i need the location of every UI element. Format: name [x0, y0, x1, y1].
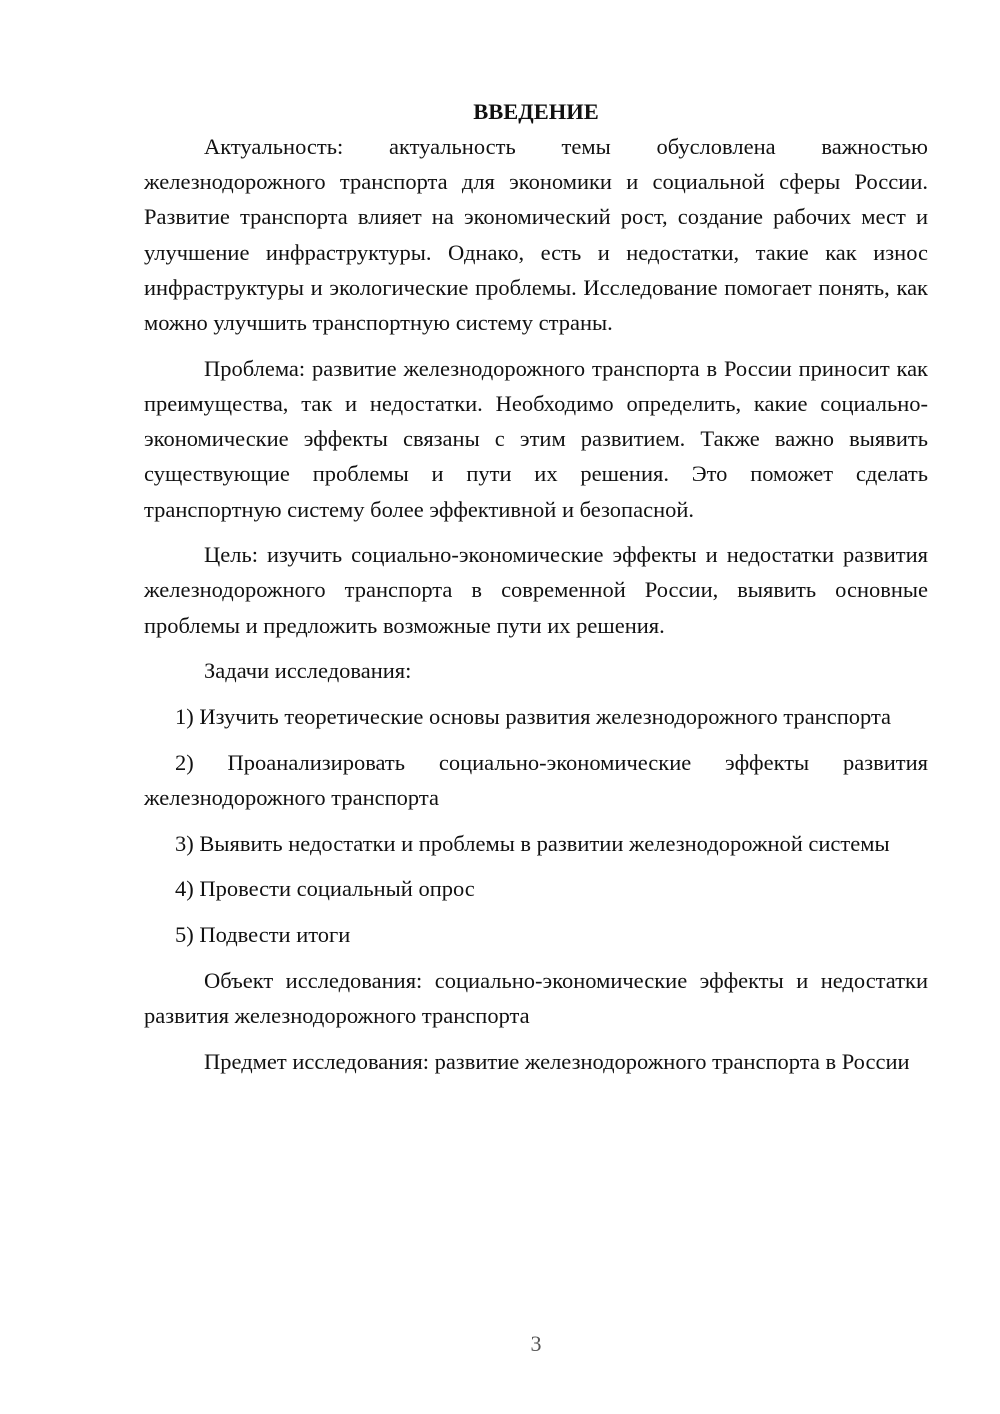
subject-paragraph: Предмет исследования: развитие железнодорожного транспорта в России — [204, 1048, 910, 1074]
task-item-5: 5) Подвести итоги — [175, 922, 351, 948]
tasks-heading: Задачи исследования: — [204, 658, 412, 684]
page-number: 3 — [530, 1331, 542, 1356]
task-item-2: 2) Проанализировать социально-экономические эффекты развития железнодорожного транспорта — [144, 749, 928, 810]
relevance-paragraph: Актуальность: актуальность темы обусловлена важностью железнодорожного транспорта для экономики и социальной сферы России. Развитие транспорта влияет на экономический рост, создание рабочих мест и улучшение инфраструктуры. Однако, есть и недостатки, такие как износ инфраструктуры и экологические проблемы. Исследование помогает понять, как можно улучшить транспортную систему страны. — [144, 134, 928, 336]
page-content — [144, 94, 928, 1079]
task-item-4: 4) Провести социальный опрос — [175, 876, 475, 902]
goal-paragraph: Цель: изучить социально-экономические эффекты и недостатки развития железнодорожного транспорта в современной России, выявить основные проблемы и предложить возможные пути их решения. — [144, 542, 928, 638]
object-paragraph: Объект исследования: социально-экономические эффекты и недостатки развития железнодорожного транспорта — [144, 967, 928, 1028]
task-item-1: 1) Изучить теоретические основы развития железнодорожного транспорта — [175, 704, 892, 730]
section-title: ВВЕДЕНИЕ — [473, 99, 599, 124]
task-item-3: 3) Выявить недостатки и проблемы в развитии железнодорожной системы — [175, 830, 890, 856]
problem-paragraph: Проблема: развитие железнодорожного транспорта в России приносит как преимущества, так и недостатки. Необходимо определить, какие социально-экономические эффекты связаны с этим развитием. Также важно выявить существующие проблемы и пути их решения. Это поможет сделать транспортную систему более эффективной и безопасной. — [144, 355, 928, 522]
